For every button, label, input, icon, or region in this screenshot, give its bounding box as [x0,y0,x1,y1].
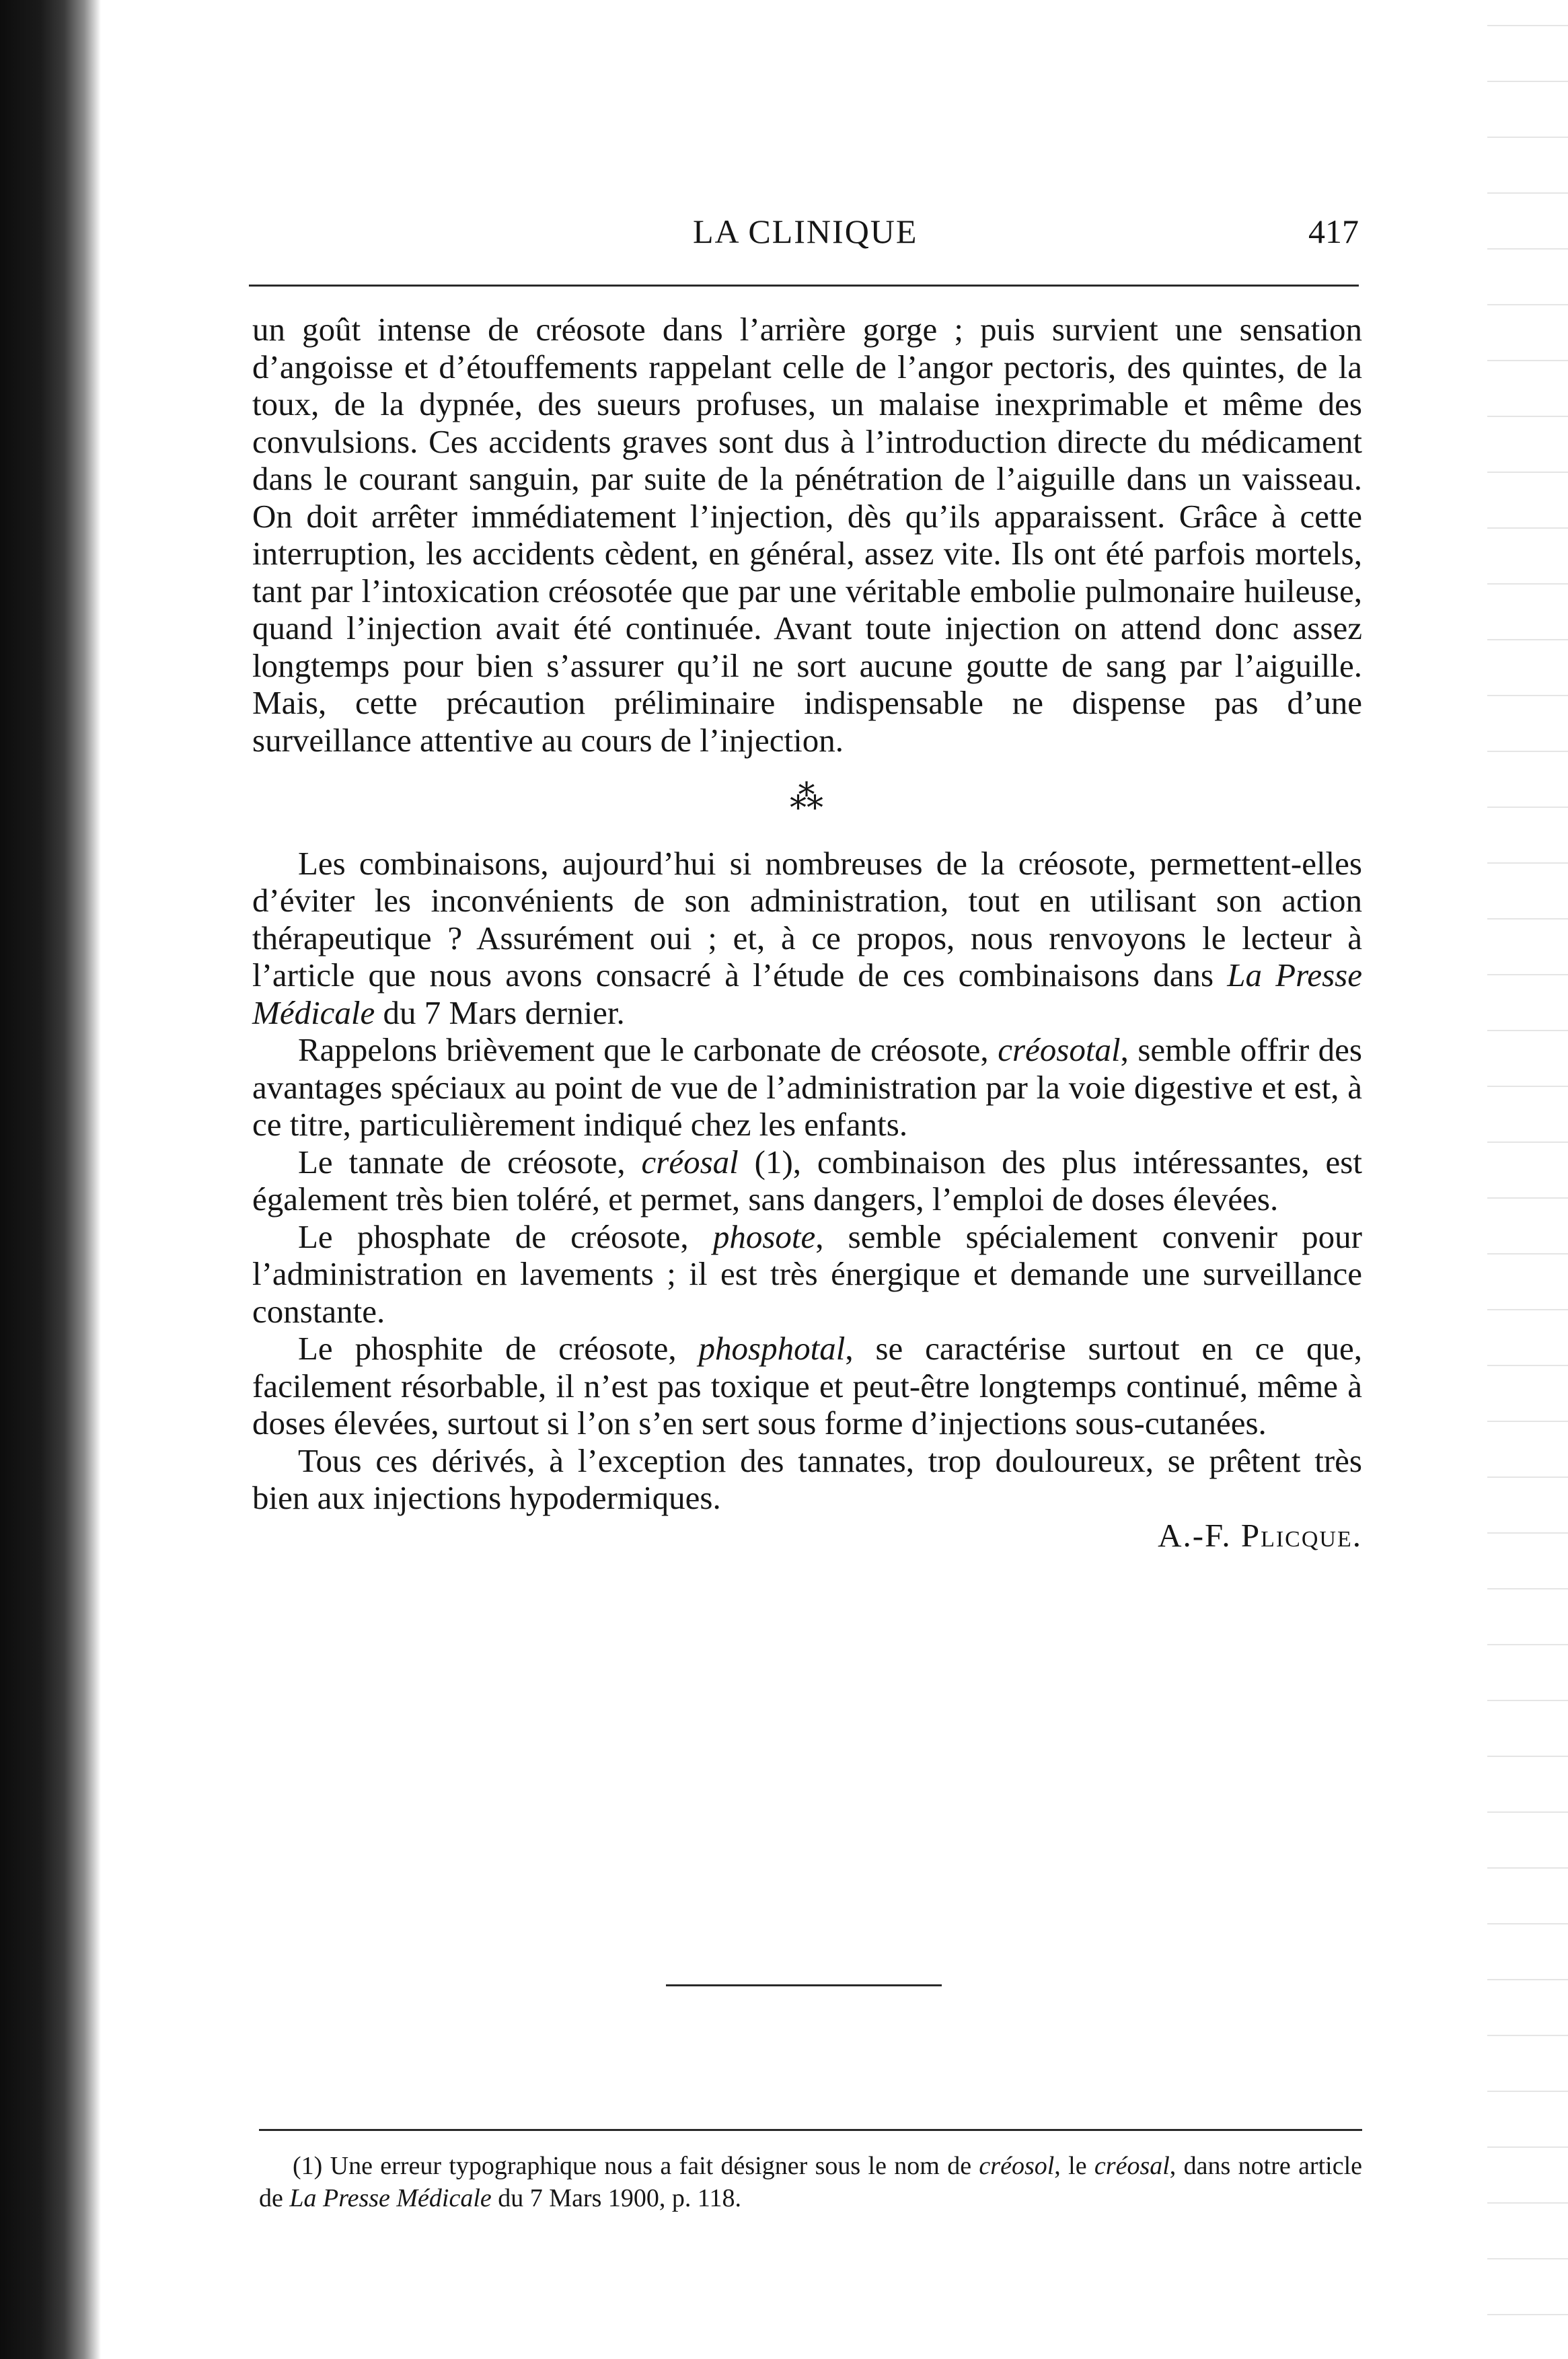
paragraph-2 [252,845,1362,1032]
footnote-text-3: , dans notre article de [259,2152,1362,2212]
author-signature [252,1517,1362,1555]
footnote-text-2: , le [1054,2152,1094,2180]
paragraph-2-tail: du 7 Mars dernier. [375,994,625,1031]
footnote-term-creosal: créosal [1094,2152,1170,2180]
paragraph-5 [252,1218,1362,1331]
paragraph-4 [252,1144,1362,1218]
footnote-1 [259,2150,1362,2214]
page-edge-speckle [1487,0,1568,2359]
paragraph-3-tail: , semble offrir des avantages spéciaux au point de vue de l’administration par la voie digestive et est, à ce titre, particulièrement indiqué chez les enfants. [252,1031,1363,1143]
journal-title: La Presse Médicale [252,957,1362,1031]
paragraph-3-text: Rappelons brièvement que le carbonate de créosote, [298,1031,998,1068]
paragraph-5-tail: , semble spécialement convenir pour l’administration en lavements ; il est très énergique et demande une surveillance constante. [252,1218,1363,1330]
paragraph-4-tail: (1), combinaison des plus intéressantes, est également très bien toléré, et permet, sans dangers, l’emploi de doses élevées. [252,1143,1362,1218]
page-number: 417 [1308,213,1359,250]
paragraph-2-text: Les combinaisons, aujourd’hui si nombreuses de la créosote, permettent-elles d’éviter les inconvénients de son administration, tout en utilisant son action thérapeutique ? Assurément oui ; et, à ce propos, nous renvoyons le lecteur à l’article que nous avons consacré à l’étude de ces combinaisons dans [252,844,1362,994]
drug-name-creosal: créosal [641,1143,739,1181]
drug-name-phosphotal: phosphotal [698,1330,846,1367]
drug-name-phosote: phosote [712,1218,816,1255]
running-head: LA CLINIQUE [693,213,918,250]
drug-name-creosotal: créosotal [998,1031,1121,1068]
paragraph-3 [252,1031,1362,1144]
paragraph-1: un goût intense de créosote dans l’arrière gorge ; puis survient une sensation d’angoisse et d’étouffements rappelant celle de l’angor pectoris, des quintes, de la toux, de la dypnée, des sueurs profuses, un malaise inexprimable et même des convulsions. Ces accidents graves sont dus à l’introduction directe du médicament dans le courant sanguin, par suite de la pénétration de l’aiguille dans un vaisseau. On doit arrêter immédiatement l’injection, dès qu’ils apparaissent. Grâce à cette interruption, les accidents cèdent, en général, assez vite. Ils ont été parfois mortels, tant par l’intoxication créosotée que par une véritable embolie pulmonaire huileuse, quand l’injection avait été continuée. Avant toute injection on attend donc assez longtemps pour bien s’assurer qu’il ne sort aucune goutte de sang par l’aiguille. Mais, cette précaution préliminaire indispensable ne dispense pas d’une surveillance attentive au cours de l’injection. [252,311,1362,759]
paragraph-7: Tous ces dérivés, à l’exception des tannates, trop douloureux, se prêtent très bien aux injections hypodermiques. [252,1441,1362,1516]
paragraph-4-text: Le tannate de créosote, [298,1143,642,1181]
footnote [259,2150,1362,2214]
end-of-article-rule [666,1984,942,1986]
author-name: A.-F. Plicque. [1158,1516,1362,1554]
footnote-rule [259,2129,1362,2131]
footnote-text-4: du 7 Mars 1900, p. 118. [491,2184,741,2212]
footnote-journal-title: La Presse Médicale [289,2184,492,2212]
article-body [252,311,1362,1554]
footnote-term-creosol: créosol [979,2152,1055,2180]
page-header [249,212,1359,252]
header-rule [249,285,1359,287]
paragraph-5-text: Le phosphate de créosote, [298,1218,713,1255]
paragraph-6 [252,1330,1362,1442]
paragraph-6-tail: , se caractérise surtout en ce que, facilement résorbable, il n’est pas toxique et peut-être longtemps continué, même à doses élevées, surtout si l’on s’en sert sous forme d’injections sous-cutanées. [252,1330,1363,1441]
section-separator: ⁂ [790,778,825,816]
paragraph-6-text: Le phosphite de créosote, [298,1330,699,1367]
book-binding-shadow [0,0,101,2359]
footnote-text: (1) Une erreur typographique nous a fait désigner sous le nom de [293,2152,979,2180]
